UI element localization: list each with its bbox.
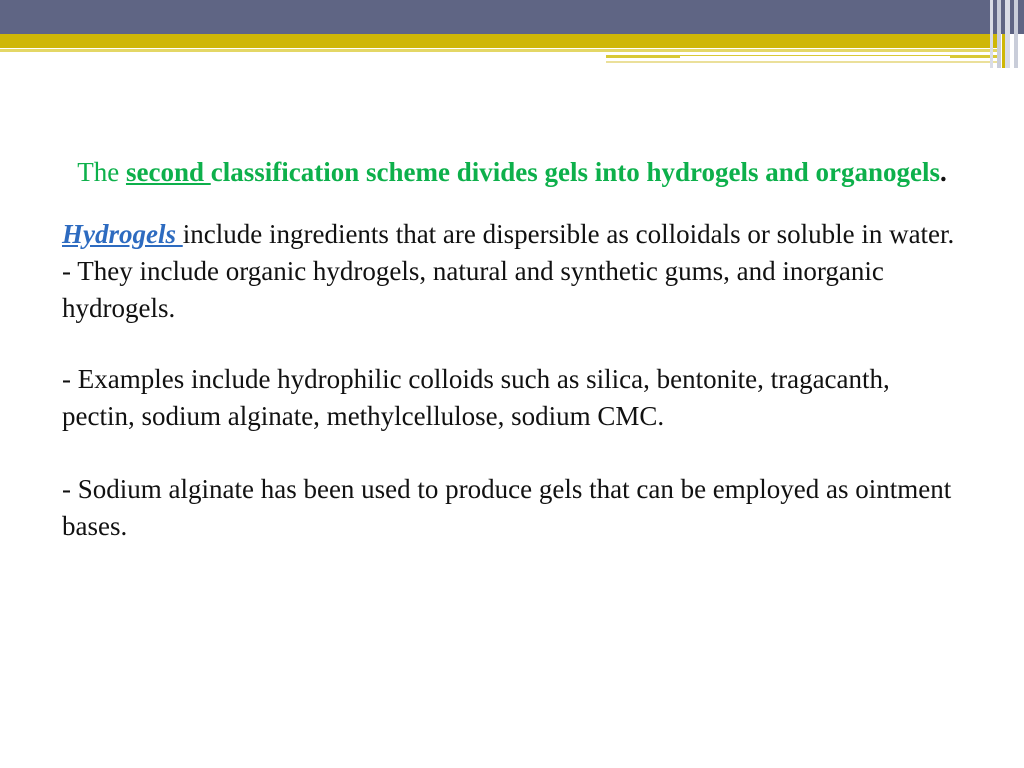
heading-period: .	[940, 157, 947, 187]
heading-underlined-word: second	[125, 157, 211, 187]
header-accent-line-2	[606, 61, 1000, 63]
corner-gold-stripe	[1002, 34, 1005, 68]
heading-text: classification scheme divides gels into hydrogels and organogels	[210, 157, 941, 187]
corner-stripe	[1005, 0, 1010, 68]
bullet-item: - They include organic hydrogels, natural and synthetic gums, and inorganic hydrogels.	[62, 256, 884, 323]
bullet-item: - Examples include hydrophilic colloids such as silica, bentonite, tragacanth, pectin, sodium alginate, methylcellulose, sodium CMC.	[62, 364, 890, 431]
corner-stripe	[990, 0, 993, 68]
bullet-item: - Sodium alginate has been used to produce gels that can be employed as ointment bases.	[62, 474, 952, 541]
hydrogels-keyword: Hydrogels	[62, 219, 183, 249]
header-highlight-line	[680, 56, 950, 58]
corner-stripe	[997, 0, 1001, 68]
slide-content	[62, 154, 962, 545]
hydrogels-definition	[62, 216, 962, 253]
slide-heading	[62, 154, 962, 191]
header-gold-bar	[0, 34, 1000, 48]
hydrogels-definition-text: include ingredients that are dispersible as colloidals or soluble in water.	[182, 219, 955, 249]
header-gold-line	[0, 49, 1000, 52]
header-slate-bar	[0, 0, 1024, 34]
corner-stripe	[1014, 0, 1018, 68]
heading-lead: The	[77, 157, 126, 187]
